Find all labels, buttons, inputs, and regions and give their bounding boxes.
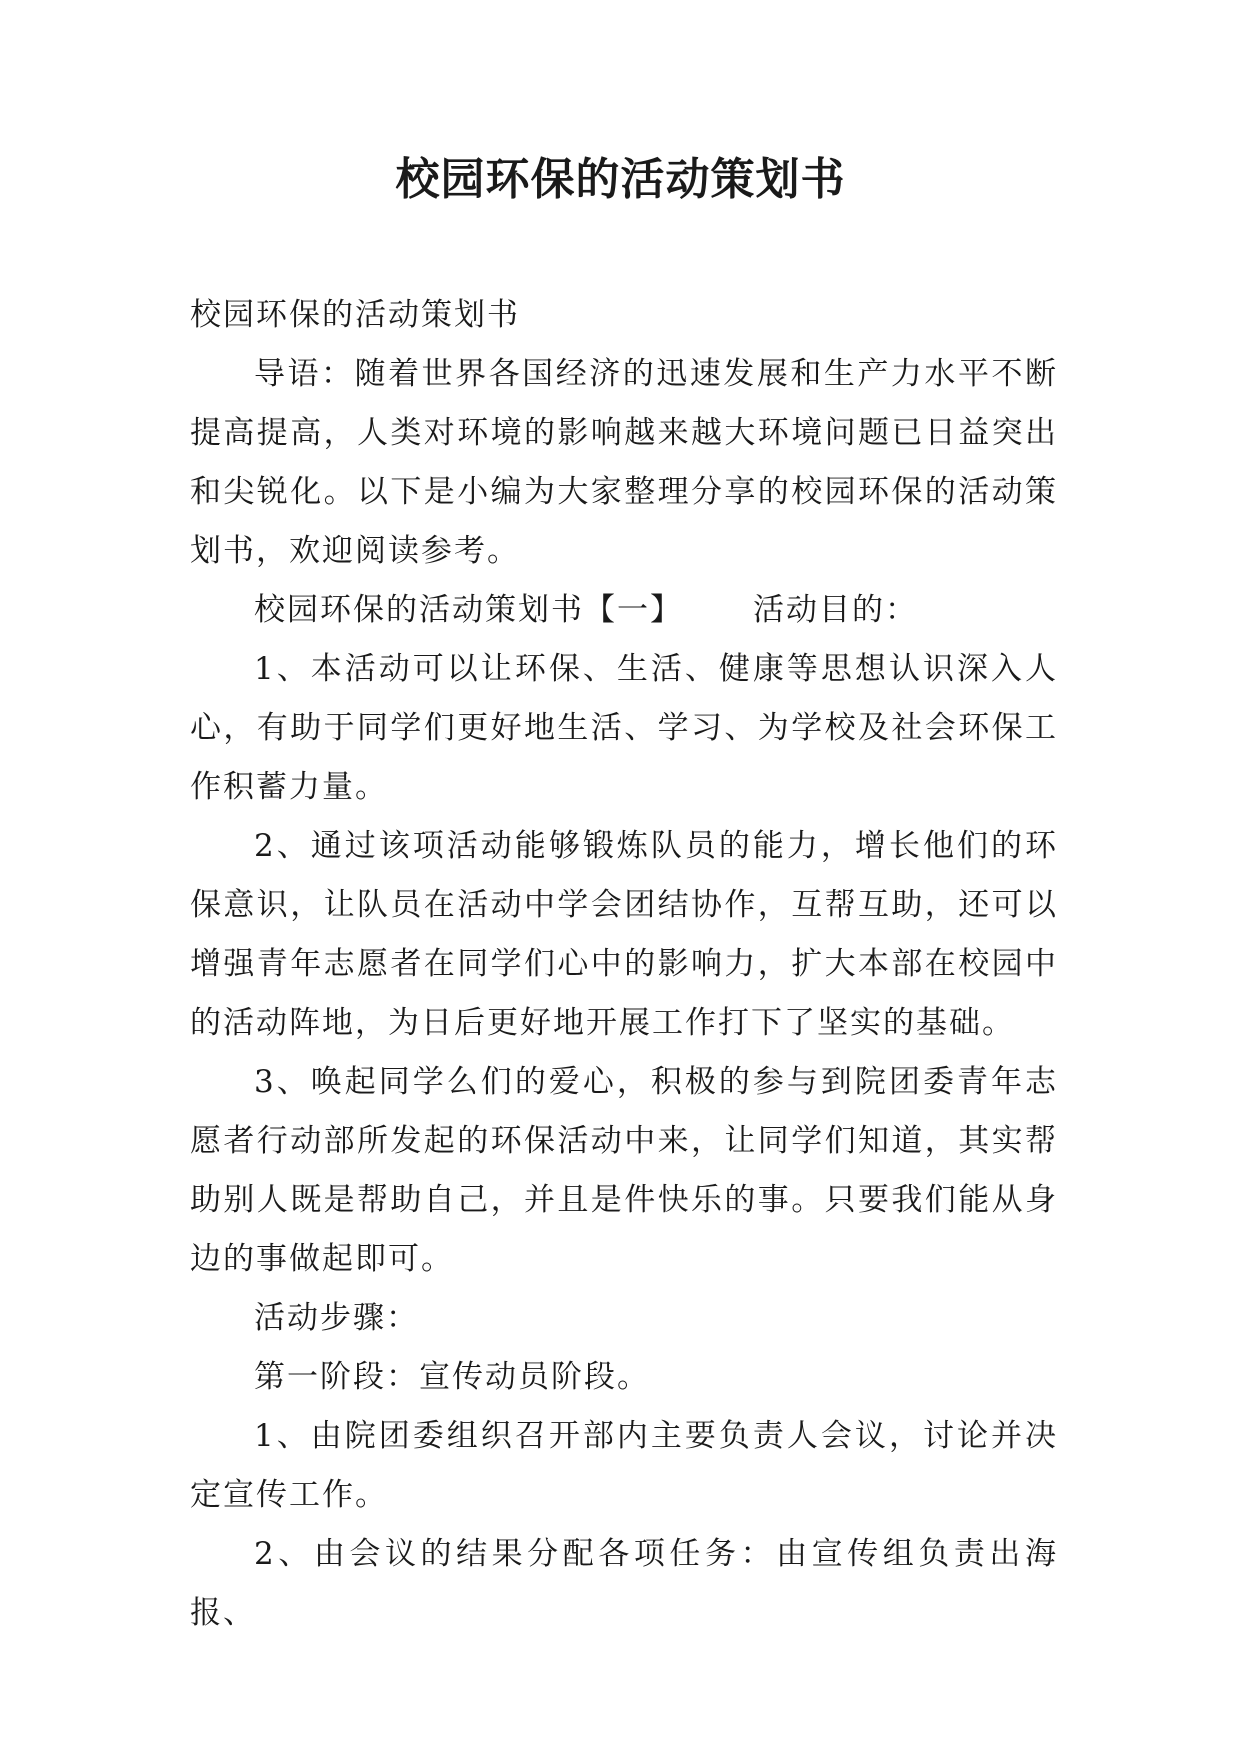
- paragraph-section-heading: [190, 581, 1058, 640]
- paragraph-item-1: 1、本活动可以让环保、生活、健康等思想认识深入人心，有助于同学们更好地生活、学习、为学校及社会环保工作积蓄力量。: [190, 651, 1058, 805]
- document-body: [190, 286, 1058, 1643]
- paragraph-subtitle: 校园环保的活动策划书: [190, 297, 520, 333]
- section-purpose-label: 活动目的：: [753, 592, 918, 628]
- paragraph-item-2: 2、通过该项活动能够锻炼队员的能力，增长他们的环保意识，让队员在活动中学会团结协作，互帮互助，还可以增强青年志愿者在同学们心中的影响力，扩大本部在校园中的活动阵地，为日后更好地开展工作打下了坚实的基础。: [190, 828, 1058, 1041]
- paragraph-stage-item-1: 1、由院团委组织召开部内主要负责人会议，讨论并决定宣传工作。: [190, 1418, 1058, 1513]
- paragraph-steps-heading: 活动步骤：: [254, 1300, 419, 1336]
- paragraph-intro: 导语：随着世界各国经济的迅速发展和生产力水平不断提高提高，人类对环境的影响越来越大环境问题已日益突出和尖锐化。以下是小编为大家整理分享的校园环保的活动策划书，欢迎阅读参考。: [190, 356, 1058, 569]
- paragraph-stage-one: 第一阶段：宣传动员阶段。: [254, 1359, 650, 1395]
- document-title: 校园环保的活动策划书: [395, 154, 846, 205]
- section-title: 校园环保的活动策划书【一】: [254, 592, 683, 628]
- paragraph-stage-item-2: 2、由会议的结果分配各项任务：由宣传组负责出海报、: [190, 1536, 1058, 1631]
- paragraph-item-3: 3、唤起同学么们的爱心，积极的参与到院团委青年志愿者行动部所发起的环保活动中来，让同学们知道，其实帮助别人既是帮助自己，并且是件快乐的事。只要我们能从身边的事做起即可。: [190, 1064, 1058, 1277]
